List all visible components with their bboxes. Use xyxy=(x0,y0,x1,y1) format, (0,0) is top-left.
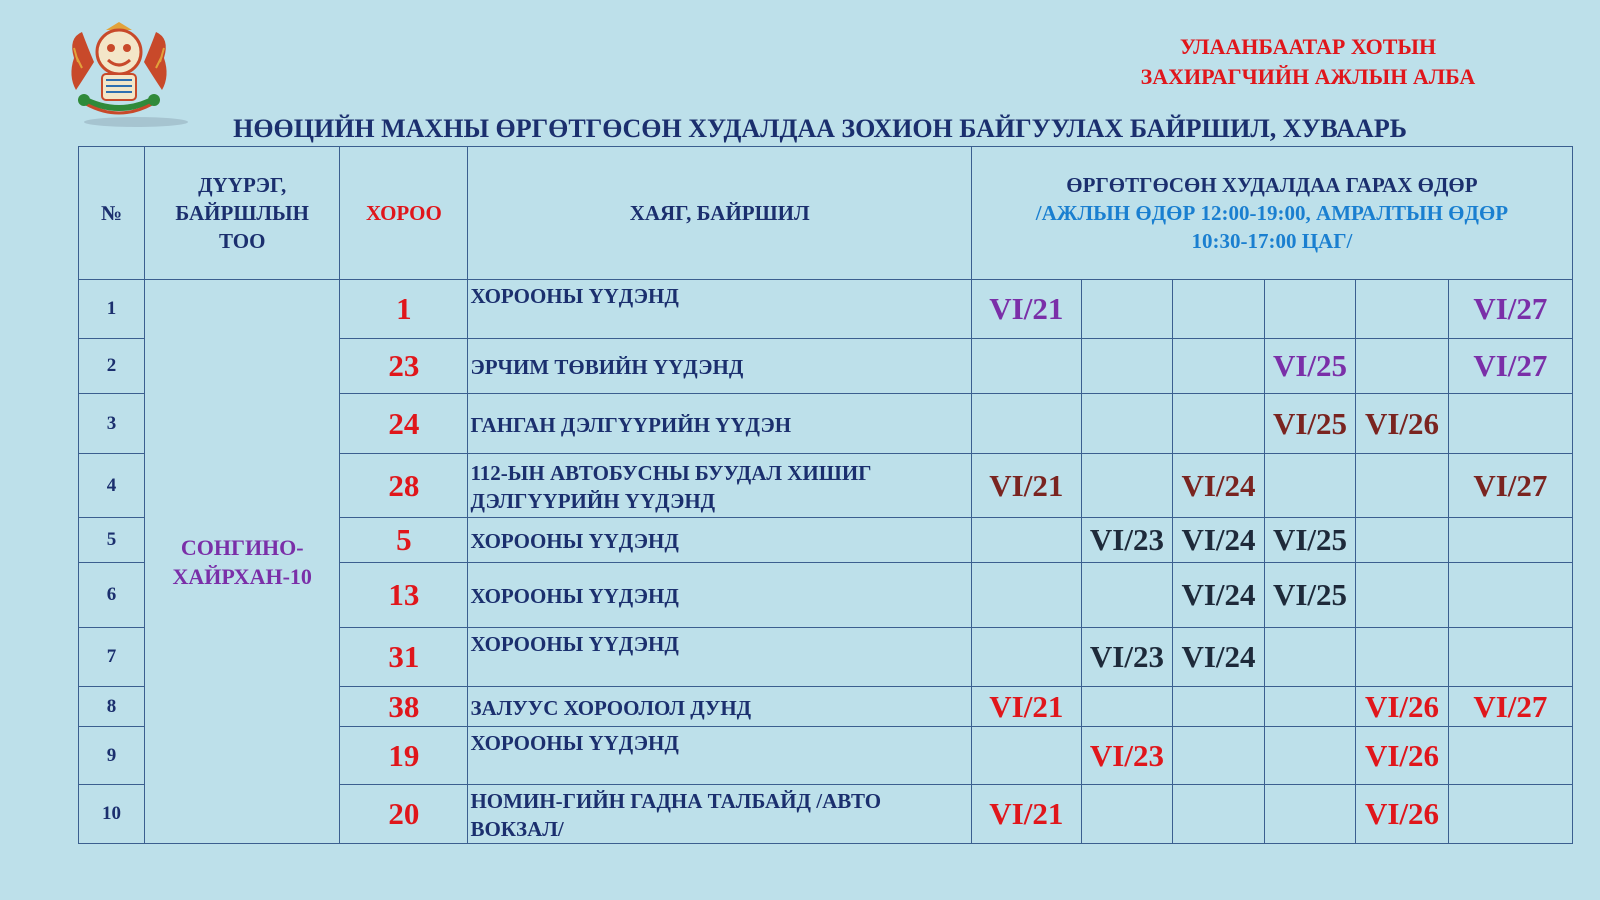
col-header-dates-title: ӨРГӨТГӨСӨН ХУДАЛДАА ГАРАХ ӨДӨР xyxy=(1066,173,1478,197)
date-cell: VI/23 xyxy=(1081,727,1173,785)
header-row xyxy=(79,147,1573,280)
date-cell xyxy=(1448,785,1572,844)
date-cell xyxy=(1448,628,1572,687)
row-number: 5 xyxy=(79,518,145,563)
address-cell: ХОРООНЫ ҮҮДЭНД xyxy=(468,518,971,563)
horoo-number: 19 xyxy=(340,727,468,785)
address-cell: 112-ЫН АВТОБУСНЫ БУУДАЛ ХИШИГ ДЭЛГҮҮРИЙН ҮҮДЭНД xyxy=(468,454,971,518)
date-cell: VI/26 xyxy=(1356,727,1449,785)
horoo-number: 13 xyxy=(340,563,468,628)
row-number: 4 xyxy=(79,454,145,518)
date-cell xyxy=(1173,687,1265,727)
row-number: 7 xyxy=(79,628,145,687)
col-header-dates-hours: /АЖЛЫН ӨДӨР 12:00-19:00, АМРАЛТЫН ӨДӨР xyxy=(1035,201,1509,225)
date-cell xyxy=(1356,454,1449,518)
row-number: 2 xyxy=(79,339,145,394)
date-cell: VI/21 xyxy=(971,785,1081,844)
date-cell: VI/21 xyxy=(971,687,1081,727)
col-header-dates xyxy=(971,147,1572,280)
date-cell: VI/24 xyxy=(1173,454,1265,518)
table-row xyxy=(79,280,1573,339)
district-name-line2: ХАЙРХАН-10 xyxy=(172,563,312,589)
org-line-2: ЗАХИРАГЧИЙН АЖЛЫН АЛБА xyxy=(1140,64,1476,89)
date-cell xyxy=(1264,628,1356,687)
date-cell xyxy=(1356,280,1449,339)
date-cell xyxy=(1081,563,1173,628)
date-cell xyxy=(1448,394,1572,454)
date-cell: VI/26 xyxy=(1356,394,1449,454)
col-header-district-line2: БАЙРШЛЫН xyxy=(175,201,310,225)
date-cell: VI/26 xyxy=(1356,785,1449,844)
address-cell: ЗАЛУУС ХОРООЛОЛ ДУНД xyxy=(468,687,971,727)
date-cell: VI/21 xyxy=(971,280,1081,339)
col-header-number: № xyxy=(79,147,145,280)
page-title: НӨӨЦИЙН МАХНЫ ӨРГӨТГӨСӨН ХУДАЛДАА ЗОХИОН БАЙГУУЛАХ БАЙРШИЛ, ХУВААРЬ xyxy=(233,114,1407,143)
district-name-line1: СОНГИНО- xyxy=(180,534,304,560)
date-cell xyxy=(971,339,1081,394)
date-cell xyxy=(1356,628,1449,687)
col-header-district-line1: ДҮҮРЭГ, xyxy=(198,173,287,197)
date-cell xyxy=(971,563,1081,628)
address-cell: НОМИН-ГИЙН ГАДНА ТАЛБАЙД /АВТО ВОКЗАЛ/ xyxy=(468,785,971,844)
date-cell xyxy=(1081,687,1173,727)
date-cell: VI/25 xyxy=(1264,394,1356,454)
date-cell xyxy=(1173,280,1265,339)
date-cell xyxy=(1356,563,1449,628)
date-cell xyxy=(1448,727,1572,785)
horoo-number: 5 xyxy=(340,518,468,563)
col-header-district-line3: ТОО xyxy=(219,229,266,253)
date-cell xyxy=(1264,687,1356,727)
address-cell: ХОРООНЫ ҮҮДЭНД xyxy=(468,727,971,785)
district-cell xyxy=(145,280,340,844)
date-cell: VI/23 xyxy=(1081,518,1173,563)
organization-name xyxy=(1098,32,1518,92)
row-number: 3 xyxy=(79,394,145,454)
date-cell xyxy=(1173,394,1265,454)
date-cell xyxy=(1356,518,1449,563)
row-number: 1 xyxy=(79,280,145,339)
date-cell: VI/25 xyxy=(1264,339,1356,394)
address-cell: ЭРЧИМ ТӨВИЙН ҮҮДЭНД xyxy=(468,339,971,394)
date-cell: VI/26 xyxy=(1356,687,1449,727)
date-cell xyxy=(1264,280,1356,339)
date-cell: VI/24 xyxy=(1173,563,1265,628)
horoo-number: 28 xyxy=(340,454,468,518)
date-cell xyxy=(1448,518,1572,563)
horoo-number: 20 xyxy=(340,785,468,844)
date-cell xyxy=(971,394,1081,454)
col-header-address: ХАЯГ, БАЙРШИЛ xyxy=(468,147,971,280)
date-cell: VI/27 xyxy=(1448,687,1572,727)
date-cell xyxy=(1264,727,1356,785)
schedule-table xyxy=(78,146,1573,844)
horoo-number: 1 xyxy=(340,280,468,339)
col-header-horoo: ХОРОО xyxy=(340,147,468,280)
horoo-number: 38 xyxy=(340,687,468,727)
date-cell xyxy=(1448,563,1572,628)
row-number: 10 xyxy=(79,785,145,844)
date-cell xyxy=(1356,339,1449,394)
date-cell xyxy=(1264,454,1356,518)
date-cell: VI/27 xyxy=(1448,454,1572,518)
horoo-number: 24 xyxy=(340,394,468,454)
row-number: 8 xyxy=(79,687,145,727)
date-cell xyxy=(1173,339,1265,394)
date-cell xyxy=(1081,280,1173,339)
row-number: 6 xyxy=(79,563,145,628)
address-cell: ГАНГАН ДЭЛГҮҮРИЙН ҮҮДЭН xyxy=(468,394,971,454)
date-cell: VI/25 xyxy=(1264,518,1356,563)
horoo-number: 31 xyxy=(340,628,468,687)
date-cell xyxy=(1173,785,1265,844)
date-cell xyxy=(1081,785,1173,844)
address-cell: ХОРООНЫ ҮҮДЭНД xyxy=(468,280,971,339)
date-cell: VI/27 xyxy=(1448,280,1572,339)
date-cell xyxy=(971,628,1081,687)
date-cell xyxy=(971,518,1081,563)
date-cell xyxy=(1081,394,1173,454)
col-header-district xyxy=(145,147,340,280)
address-cell: ХОРООНЫ ҮҮДЭНД xyxy=(468,563,971,628)
date-cell: VI/25 xyxy=(1264,563,1356,628)
date-cell xyxy=(1264,785,1356,844)
org-line-1: УЛААНБААТАР ХОТЫН xyxy=(1179,34,1437,59)
col-header-dates-hours-2: 10:30-17:00 ЦАГ/ xyxy=(1191,229,1353,253)
date-cell: VI/24 xyxy=(1173,518,1265,563)
date-cell xyxy=(971,727,1081,785)
address-cell: ХОРООНЫ ҮҮДЭНД xyxy=(468,628,971,687)
row-number: 9 xyxy=(79,727,145,785)
date-cell: VI/21 xyxy=(971,454,1081,518)
date-cell: VI/24 xyxy=(1173,628,1265,687)
date-cell: VI/27 xyxy=(1448,339,1572,394)
horoo-number: 23 xyxy=(340,339,468,394)
date-cell xyxy=(1173,727,1265,785)
date-cell xyxy=(1081,454,1173,518)
date-cell xyxy=(1081,339,1173,394)
date-cell: VI/23 xyxy=(1081,628,1173,687)
